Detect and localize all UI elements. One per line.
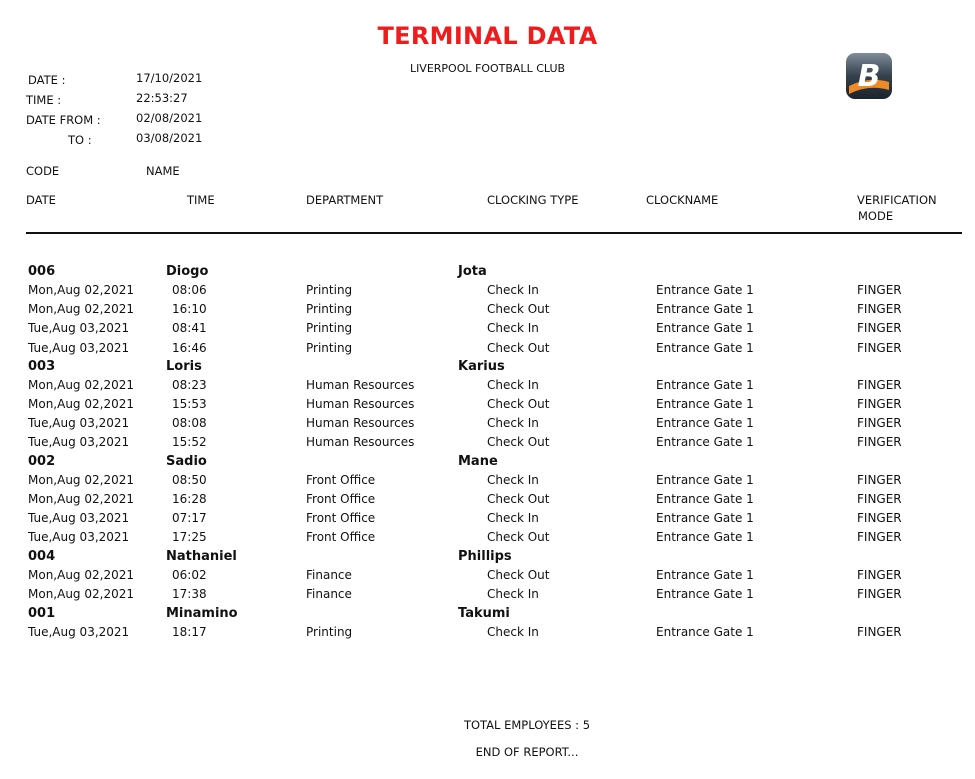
cell-clock-name: Entrance Gate 1 <box>656 302 754 316</box>
cell-clocking-type: Check In <box>487 321 539 335</box>
cell-department: Human Resources <box>306 416 415 430</box>
end-of-report: END OF REPORT... <box>475 745 579 759</box>
employee-last-name: Mane <box>458 454 498 469</box>
cell-clocking-type: Check Out <box>487 492 550 506</box>
table-row <box>0 341 975 360</box>
cell-department: Human Resources <box>306 378 415 392</box>
cell-clocking-type: Check In <box>487 625 539 639</box>
report-title: TERMINAL DATA <box>377 22 598 50</box>
employee-last-name: Karius <box>458 359 505 374</box>
col-verification: VERIFICATION <box>857 193 937 207</box>
cell-time: 18:17 <box>172 625 207 639</box>
logo-letter: B <box>857 59 881 94</box>
cell-verification-mode: FINGER <box>857 302 902 316</box>
cell-verification-mode: FINGER <box>857 473 902 487</box>
cell-clocking-type: Check Out <box>487 435 550 449</box>
table-row <box>0 397 975 416</box>
employee-last-name: Takumi <box>458 606 510 621</box>
cell-department: Printing <box>306 302 353 316</box>
cell-clocking-type: Check Out <box>487 397 550 411</box>
cell-department: Printing <box>306 341 353 355</box>
cell-time: 08:08 <box>172 416 207 430</box>
employee-code: 003 <box>28 359 56 374</box>
cell-clock-name: Entrance Gate 1 <box>656 378 754 392</box>
date-to-label: TO : <box>68 133 92 147</box>
cell-department: Front Office <box>306 511 376 525</box>
table-row <box>0 530 975 549</box>
time-value: 22:53:27 <box>136 91 188 105</box>
employee-code: 004 <box>28 549 56 564</box>
cell-department: Front Office <box>306 492 376 506</box>
cell-verification-mode: FINGER <box>857 341 902 355</box>
employee-group-header <box>0 359 975 378</box>
employee-first-name: Loris <box>166 359 202 374</box>
col-date: DATE <box>26 193 56 207</box>
employee-last-name: Jota <box>458 264 487 279</box>
col-department: DEPARTMENT <box>306 193 384 207</box>
cell-date: Mon,Aug 02,2021 <box>28 397 134 411</box>
employee-last-name: Phillips <box>458 549 512 564</box>
cell-time: 16:28 <box>172 492 207 506</box>
cell-clock-name: Entrance Gate 1 <box>656 625 754 639</box>
employee-first-name: Minamino <box>166 606 238 621</box>
cell-time: 08:50 <box>172 473 207 487</box>
cell-time: 08:23 <box>172 378 207 392</box>
cell-date: Tue,Aug 03,2021 <box>28 511 130 525</box>
header-divider <box>26 232 962 234</box>
cell-department: Human Resources <box>306 435 415 449</box>
cell-clocking-type: Check In <box>487 378 539 392</box>
cell-date: Mon,Aug 02,2021 <box>28 283 134 297</box>
employee-group-header <box>0 606 975 625</box>
cell-clock-name: Entrance Gate 1 <box>656 341 754 355</box>
cell-time: 08:41 <box>172 321 207 335</box>
cell-verification-mode: FINGER <box>857 378 902 392</box>
cell-date: Tue,Aug 03,2021 <box>28 435 130 449</box>
cell-date: Mon,Aug 02,2021 <box>28 378 134 392</box>
cell-clock-name: Entrance Gate 1 <box>656 473 754 487</box>
cell-clock-name: Entrance Gate 1 <box>656 530 754 544</box>
cell-department: Human Resources <box>306 397 415 411</box>
cell-verification-mode: FINGER <box>857 321 902 335</box>
cell-time: 07:17 <box>172 511 207 525</box>
cell-clock-name: Entrance Gate 1 <box>656 511 754 525</box>
cell-clocking-type: Check In <box>487 511 539 525</box>
table-row <box>0 473 975 492</box>
cell-verification-mode: FINGER <box>857 587 902 601</box>
table-row <box>0 435 975 454</box>
cell-time: 06:02 <box>172 568 207 582</box>
cell-time: 17:38 <box>172 587 207 601</box>
time-label: TIME : <box>26 93 62 107</box>
employee-code: 001 <box>28 606 56 621</box>
cell-clocking-type: Check Out <box>487 568 550 582</box>
cell-clocking-type: Check Out <box>487 530 550 544</box>
employee-first-name: Diogo <box>166 264 209 279</box>
employee-code: 006 <box>28 264 56 279</box>
cell-clock-name: Entrance Gate 1 <box>656 435 754 449</box>
total-employees: TOTAL EMPLOYEES : 5 <box>463 718 591 732</box>
col-clocking-type: CLOCKING TYPE <box>487 193 579 207</box>
cell-verification-mode: FINGER <box>857 283 902 297</box>
table-row <box>0 511 975 530</box>
cell-verification-mode: FINGER <box>857 568 902 582</box>
employee-group-header <box>0 454 975 473</box>
brand-logo-icon <box>845 52 893 100</box>
cell-date: Tue,Aug 03,2021 <box>28 416 130 430</box>
table-row <box>0 416 975 435</box>
cell-verification-mode: FINGER <box>857 435 902 449</box>
cell-verification-mode: FINGER <box>857 492 902 506</box>
cell-clocking-type: Check Out <box>487 341 550 355</box>
cell-verification-mode: FINGER <box>857 625 902 639</box>
cell-clock-name: Entrance Gate 1 <box>656 283 754 297</box>
cell-department: Finance <box>306 568 352 582</box>
table-row <box>0 587 975 606</box>
employee-group-header <box>0 549 975 568</box>
cell-clocking-type: Check In <box>487 473 539 487</box>
cell-department: Finance <box>306 587 352 601</box>
cell-time: 15:52 <box>172 435 207 449</box>
cell-date: Tue,Aug 03,2021 <box>28 625 130 639</box>
employee-group-header <box>0 264 975 283</box>
employee-first-name: Nathaniel <box>166 549 237 564</box>
cell-department: Printing <box>306 625 353 639</box>
cell-department: Front Office <box>306 473 376 487</box>
col-clock-name: CLOCKNAME <box>646 193 719 207</box>
col-code: CODE <box>26 164 60 178</box>
table-row <box>0 625 975 644</box>
table-row <box>0 492 975 511</box>
date-from-value: 02/08/2021 <box>136 111 203 125</box>
cell-verification-mode: FINGER <box>857 397 902 411</box>
col-verification-mode: MODE <box>858 209 894 223</box>
table-row <box>0 302 975 321</box>
table-row <box>0 321 975 340</box>
date-to-value: 03/08/2021 <box>136 131 203 145</box>
cell-department: Printing <box>306 321 353 335</box>
employee-first-name: Sadio <box>166 454 207 469</box>
cell-clock-name: Entrance Gate 1 <box>656 587 754 601</box>
cell-verification-mode: FINGER <box>857 416 902 430</box>
cell-clocking-type: Check Out <box>487 302 550 316</box>
table-row <box>0 283 975 302</box>
cell-date: Mon,Aug 02,2021 <box>28 568 134 582</box>
cell-clock-name: Entrance Gate 1 <box>656 397 754 411</box>
table-row <box>0 568 975 587</box>
cell-clocking-type: Check In <box>487 587 539 601</box>
cell-date: Tue,Aug 03,2021 <box>28 321 130 335</box>
employee-code: 002 <box>28 454 56 469</box>
cell-department: Printing <box>306 283 353 297</box>
cell-clock-name: Entrance Gate 1 <box>656 321 754 335</box>
cell-time: 17:25 <box>172 530 207 544</box>
cell-date: Tue,Aug 03,2021 <box>28 341 130 355</box>
table-row <box>0 378 975 397</box>
cell-department: Front Office <box>306 530 376 544</box>
cell-verification-mode: FINGER <box>857 530 902 544</box>
cell-time: 16:10 <box>172 302 207 316</box>
cell-date: Mon,Aug 02,2021 <box>28 473 134 487</box>
cell-date: Tue,Aug 03,2021 <box>28 530 130 544</box>
cell-time: 08:06 <box>172 283 207 297</box>
organization-name: LIVERPOOL FOOTBALL CLUB <box>409 62 566 75</box>
col-time: TIME <box>187 193 215 207</box>
date-from-label: DATE FROM : <box>26 113 101 127</box>
cell-date: Mon,Aug 02,2021 <box>28 302 134 316</box>
cell-verification-mode: FINGER <box>857 511 902 525</box>
col-name: NAME <box>146 164 180 178</box>
cell-date: Mon,Aug 02,2021 <box>28 587 134 601</box>
date-value: 17/10/2021 <box>136 71 203 85</box>
cell-time: 16:46 <box>172 341 207 355</box>
cell-clock-name: Entrance Gate 1 <box>656 492 754 506</box>
cell-clocking-type: Check In <box>487 283 539 297</box>
date-label: DATE : <box>28 73 66 87</box>
cell-date: Mon,Aug 02,2021 <box>28 492 134 506</box>
cell-time: 15:53 <box>172 397 207 411</box>
cell-clock-name: Entrance Gate 1 <box>656 568 754 582</box>
cell-clocking-type: Check In <box>487 416 539 430</box>
cell-clock-name: Entrance Gate 1 <box>656 416 754 430</box>
